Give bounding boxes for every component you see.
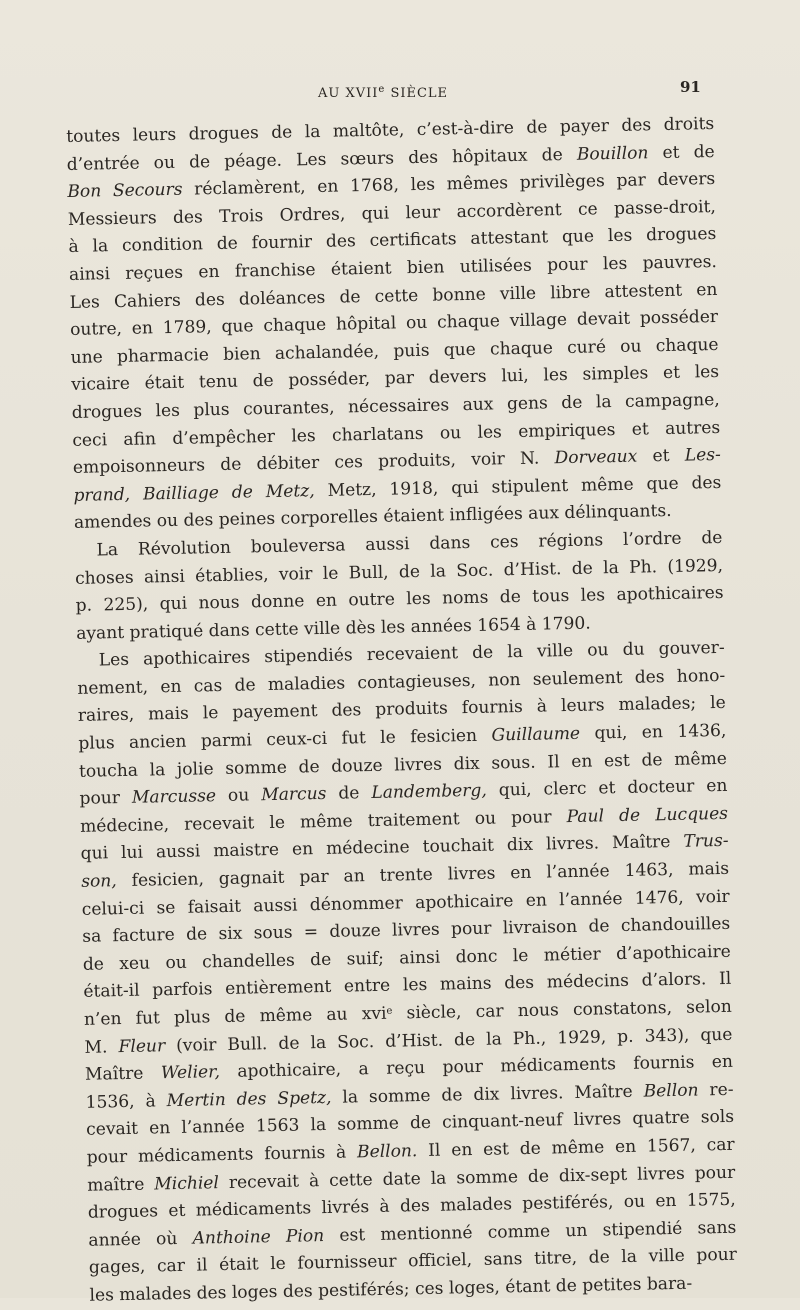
text-segment: celui-ci se faisait aussi dénommer apothicaire en l’année 1476, voir	[81, 886, 730, 920]
text-segment: d’entrée ou de péage. Les sœurs des hôpitaux de	[66, 144, 578, 175]
text-segment: outre, en 1789, que chaque hôpital ou chaque village devait posséder	[69, 307, 719, 341]
text-segment: ou	[215, 785, 262, 807]
text-segment: p. 225), qui nous donne en outre les noms de tous les apothicaires	[75, 582, 724, 616]
text-segment: gages, car il était le fournisseur officiel, sans titre, de la ville pour	[88, 1245, 738, 1279]
superscript-text: e	[386, 1005, 393, 1017]
text-segment: qui, en 1436,	[579, 720, 727, 744]
italic-text: Trus-	[683, 831, 729, 853]
text-segment: et de	[648, 141, 715, 163]
text-segment: empoisonneurs de débiter ces produits, voir N.	[72, 448, 555, 479]
text-segment: qui lui aussi maistre en médecine touchait dix livres. Maître	[80, 832, 684, 865]
text-segment: drogues et médicaments livrés à des malades pestiférés, ou en 1575,	[87, 1189, 736, 1223]
text-segment: la somme de dix livres. Maître	[331, 1081, 644, 1108]
running-head-text-rest: SIÈCLE	[385, 86, 449, 101]
text-segment: maître	[87, 1174, 155, 1196]
text-segment: recevait à cette date la somme de dix-sept livres pour	[218, 1162, 736, 1193]
text-segment: médecine, recevait le même traitement ou pour	[79, 806, 567, 837]
italic-text: prand, Bailliage de Metz,	[73, 480, 315, 506]
text-segment: les malades des loges des pestiférés; ces loges, étant de petites bara-	[89, 1273, 693, 1306]
text-segment: nement, en cas de maladies contagieuses, non seulement des hono-	[77, 665, 726, 699]
italic-text: Fleur	[118, 1035, 166, 1057]
italic-text: Welier,	[160, 1062, 221, 1084]
text-segment: La Révolution bouleversa aussi dans ces régions l’ordre de	[96, 527, 723, 561]
text-segment: sa facture de six sous = douze livres pour livraison de chandouilles	[82, 914, 731, 948]
text-segment: (voir Bull. de la Soc. d’Hist. de la Ph., 1929, p. 343), que	[164, 1024, 733, 1056]
text-segment: ceci afin d’empêcher les charlatans ou les empiriques et autres	[72, 417, 721, 451]
text-segment: Metz, 1918, qui stipulent même que des	[314, 472, 722, 501]
body-text	[66, 111, 738, 1310]
text-segment: apothicaire, a reçu pour médicaments fournis en	[219, 1051, 734, 1083]
text-segment: Messieurs des Trois Ordres, qui leur accordèrent ce passe-droit,	[67, 196, 716, 230]
text-segment: siècle, car nous constatons, selon	[392, 996, 733, 1024]
page-header	[0, 78, 800, 102]
italic-text: Guillaume	[491, 723, 581, 746]
text-segment: une pharmacie bien achalandée, puis que chaque curé ou chaque	[70, 334, 719, 368]
italic-text: Les-	[684, 445, 721, 466]
italic-text: Bellon.	[356, 1141, 418, 1163]
text-segment: drogues les plus courantes, nécessaires aux gens de la campagne,	[71, 389, 720, 423]
text-segment: est mentionné comme un stipendié sans	[324, 1217, 737, 1246]
text-segment: fesicien, gagnait par an trente livres en l’année 1463, mais	[116, 858, 730, 892]
text-segment: pour médicaments fournis à	[86, 1142, 358, 1168]
text-segment: Les Cahiers des doléances de cette bonne ville libre attestent en	[69, 279, 718, 313]
text-segment: toucha la jolie somme de douze livres dix sous. Il en est de même	[78, 748, 728, 782]
text-segment: M.	[84, 1036, 119, 1058]
text-segment: était-il parfois entièrement entre les mains des médecins d’alors. Il	[83, 969, 732, 1003]
text-segment: n’en fut plus de même au xvi	[83, 1003, 387, 1030]
text-segment: ayant pratiqué dans cette ville dès les années 1654 à 1790.	[76, 613, 591, 644]
text-segment: plus ancien parmi ceux-ci fut le fesicien	[78, 725, 492, 754]
running-head	[318, 86, 448, 101]
text-segment: amendes ou des peines corporelles étaient infligées aux délinquants.	[73, 501, 672, 534]
text-segment: Il en est de même en 1567, car	[417, 1134, 735, 1162]
text-segment: Les apothicaires stipendiés recevaient de la ville ou du gouver-	[98, 638, 725, 671]
italic-text: Anthoine Pion	[192, 1225, 325, 1249]
text-segment: choses ainsi établies, voir le Bull, de la Soc. d’Hist. de la Ph. (1929,	[74, 555, 724, 589]
text-segment: année où	[88, 1228, 193, 1251]
text-segment: à la condition de fournir des certificats attestant que les drogues	[68, 224, 717, 258]
text-segment: de xeu ou chandelles de suif; ainsi donc le métier d’apothicaire	[82, 941, 731, 975]
text-segment: vicaire était tenu de posséder, par devers lui, les simples et les	[71, 362, 720, 396]
text-segment: toutes leurs drogues de la maltôte, c’est-à-dire de payer des droits	[66, 113, 715, 147]
italic-text: Paul de Lucques	[566, 803, 729, 827]
page-number: 91	[680, 78, 701, 96]
text-segment: pour	[79, 788, 133, 810]
italic-text: Bellon	[643, 1080, 699, 1102]
text-segment: de	[326, 783, 372, 805]
italic-text: Marcusse	[131, 786, 217, 809]
running-head-superscript: e	[378, 84, 386, 95]
text-segment: ainsi reçues en franchise étaient bien utilisées pour les pauvres.	[68, 251, 718, 285]
text-segment: qui, clerc et docteur en	[486, 776, 728, 801]
text-segment: raires, mais le payement des produits fournis à leurs malades; le	[77, 693, 726, 727]
italic-text: Dorveaux	[554, 446, 638, 469]
italic-text: Bon Secours	[67, 179, 183, 203]
italic-text: Mertin des Spetz,	[166, 1087, 332, 1111]
italic-text: Michiel	[154, 1172, 220, 1195]
text-segment: 1536, à	[85, 1090, 167, 1113]
text-segment: Maître	[84, 1063, 162, 1085]
italic-text: Landemberg,	[371, 780, 488, 804]
italic-text: Bouillon	[576, 142, 649, 165]
text-segment: réclamèrent, en 1768, les mêmes privilèges par devers	[182, 169, 716, 200]
italic-text: son,	[81, 871, 117, 892]
text-segment: re-	[698, 1079, 734, 1101]
running-head-text: AU XVII	[318, 86, 379, 101]
text-segment: et	[637, 445, 685, 467]
italic-text: Marcus	[261, 784, 327, 806]
text-segment: cevait en l’année 1563 la somme de cinquant-neuf livres quatre sols	[85, 1107, 735, 1141]
